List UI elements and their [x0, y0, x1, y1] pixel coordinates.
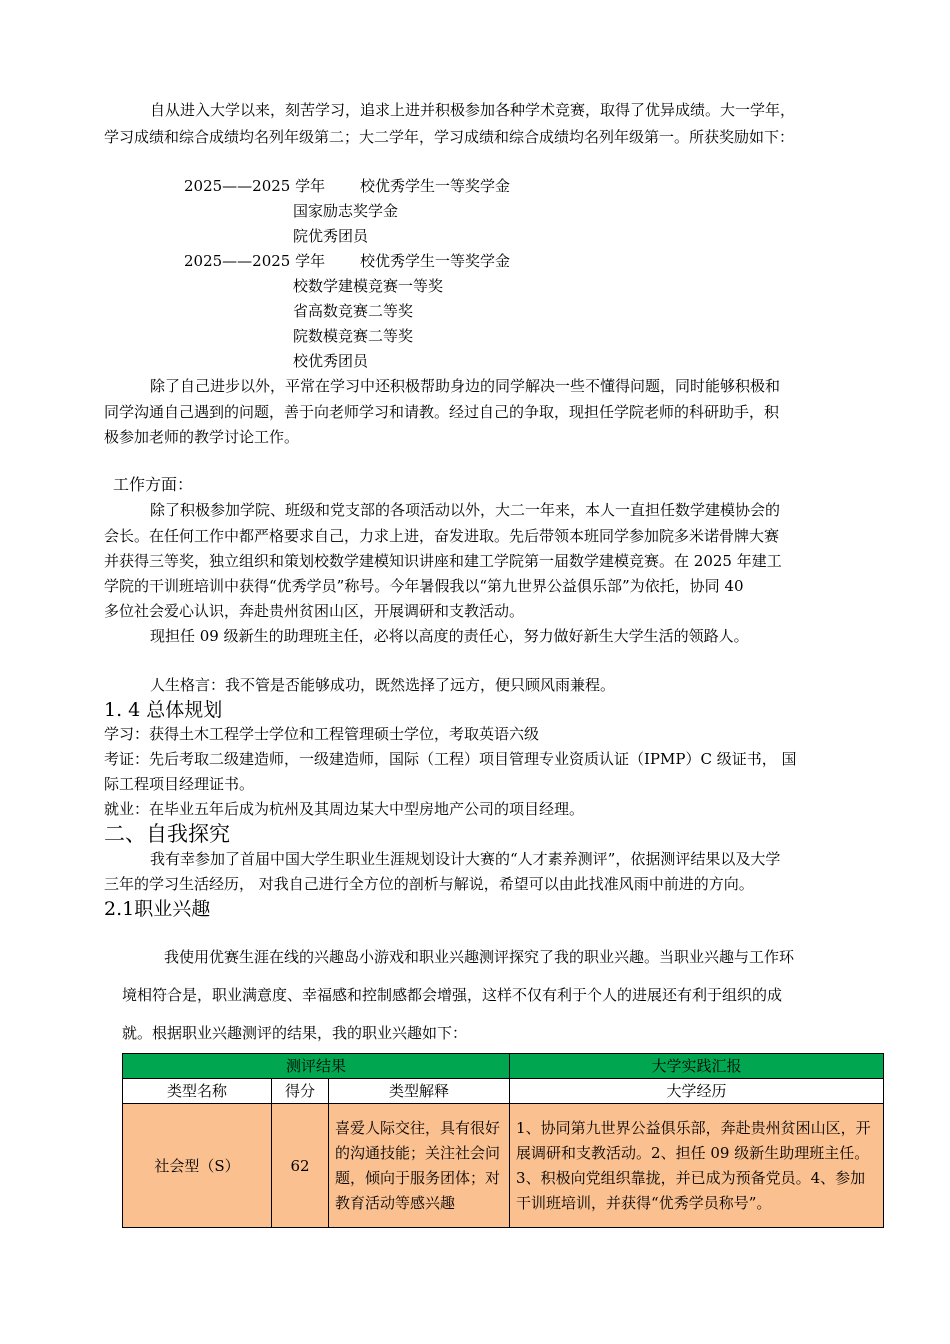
- col-explain: 类型解释: [329, 1079, 510, 1104]
- row-experience: 1、协同第九世界公益俱乐部，奔赴贵州贫困山区，开展调研和支教活动。2、担任 09 级新生助理班主任。3、积极向党组织靠拢，并已成为预备党员。4、参加干训班培训，并获得“优秀学员称号”。: [510, 1104, 884, 1228]
- row-explain: 喜爱人际交往，具有很好的沟通技能；关注社会问题，倾向于服务团体；对教育活动等感兴趣: [329, 1104, 510, 1228]
- award-year: 2025——2025 学年: [184, 252, 326, 270]
- intro-line-1: 自从进入大学以来，刻苦学习，追求上进并积极参加各种学术竞赛，取得了优异成绩。大一学年，: [150, 101, 796, 119]
- interest-line-3: 就。根据职业兴趣测评的结果，我的职业兴趣如下：: [122, 1024, 468, 1042]
- work-line-3: 并获得三等奖，独立组织和策划校数学建模知识讲座和建工学院第一届数学建模竞赛。在 2025 年建工: [104, 552, 782, 570]
- award-item: 校优秀学生一等奖学金: [360, 177, 511, 195]
- plan-cert-line-1: 考证：先后考取二级建造师，一级建造师，国际（工程）项目管理专业资质认证（IPMP）C 级证书， 国: [104, 750, 797, 768]
- award-item: 院优秀团员: [293, 227, 369, 245]
- work-line-1: 除了积极参加学院、班级和党支部的各项活动以外，大二一年来，本人一直担任数学建模协会的: [150, 501, 781, 519]
- interest-line-1: 我使用优赛生涯在线的兴趣岛小游戏和职业兴趣测评探究了我的职业兴趣。当职业兴趣与工作环: [164, 948, 795, 966]
- work-heading: 工作方面：: [113, 475, 194, 494]
- study-line-3: 极参加老师的教学讨论工作。: [104, 428, 300, 446]
- row-score: 62: [272, 1104, 329, 1228]
- plan-cert-line-2: 际工程项目经理证书。: [104, 775, 255, 793]
- col-type-name: 类型名称: [123, 1079, 272, 1104]
- row-type: 社会型（S）: [123, 1104, 272, 1228]
- interest-line-2: 境相符合是，职业满意度、幸福感和控制感都会增强，这样不仅有利于个人的进展还有利于组织的成: [122, 986, 783, 1004]
- award-item: 国家励志奖学金: [293, 202, 399, 220]
- group-eval-result: 测评结果: [123, 1054, 510, 1079]
- table-group-header: [123, 1054, 884, 1079]
- award-item: 校数学建模竞赛一等奖: [293, 277, 444, 295]
- table-column-header: [123, 1079, 884, 1104]
- work-line-6: 现担任 09 级新生的助理班主任，必将以高度的责任心，努力做好新生大学生活的领路人。: [150, 627, 749, 645]
- work-line-4: 学院的干训班培训中获得“优秀学员”称号。今年暑假我以“第九世界公益俱乐部”为依托，协同 40: [104, 577, 744, 595]
- section-2-1-heading: 2.1职业兴趣: [104, 898, 211, 920]
- award-item: 校优秀学生一等奖学金: [360, 252, 511, 270]
- self-explore-line-2: 三年的学习生活经历， 对我自己进行全方位的剖析与解说，希望可以由此找准风雨中前进的方向。: [104, 875, 754, 893]
- col-experience: 大学经历: [510, 1079, 884, 1104]
- work-line-5: 多位社会爱心认识，奔赴贵州贫困山区，开展调研和支教活动。: [104, 602, 525, 620]
- award-item: 院数模竞赛二等奖: [293, 327, 414, 345]
- award-item: 校优秀团员: [293, 352, 369, 370]
- intro-line-2: 学习成绩和综合成绩均名列年级第二；大二学年，学习成绩和综合成绩均名列年级第一。所获奖励如下：: [104, 128, 795, 146]
- award-item: 省高数竞赛二等奖: [293, 302, 414, 320]
- section-2-heading: 二、自我探究: [104, 822, 230, 846]
- plan-job: 就业：在毕业五年后成为杭州及其周边某大中型房地产公司的项目经理。: [104, 800, 585, 818]
- motto: 人生格言：我不管是否能够成功，既然选择了远方，便只顾风雨兼程。: [150, 676, 616, 694]
- study-line-2: 同学沟通自己遇到的问题，善于向老师学习和请教。经过自己的争取，现担任学院老师的科研助手，积: [104, 403, 780, 421]
- section-1-4-heading: 1. 4 总体规划: [104, 699, 223, 721]
- award-year: 2025——2025 学年: [184, 177, 326, 195]
- plan-study: 学习：获得土木工程学士学位和工程管理硕士学位，考取英语六级: [104, 725, 540, 743]
- self-explore-line-1: 我有幸参加了首届中国大学生职业生涯规划设计大赛的“人才素养测评”，依据测评结果以及大学: [150, 850, 781, 868]
- col-score: 得分: [272, 1079, 329, 1104]
- interest-table: [122, 1053, 884, 1228]
- work-line-2: 会长。在任何工作中都严格要求自己，力求上进，奋发进取。先后带领本班同学参加院多米诺骨牌大赛: [104, 527, 780, 545]
- study-line-1: 除了自己进步以外，平常在学习中还积极帮助身边的同学解决一些不懂得问题，同时能够积极和: [150, 377, 781, 395]
- group-practice-report: 大学实践汇报: [510, 1054, 884, 1079]
- table-row: [123, 1104, 884, 1228]
